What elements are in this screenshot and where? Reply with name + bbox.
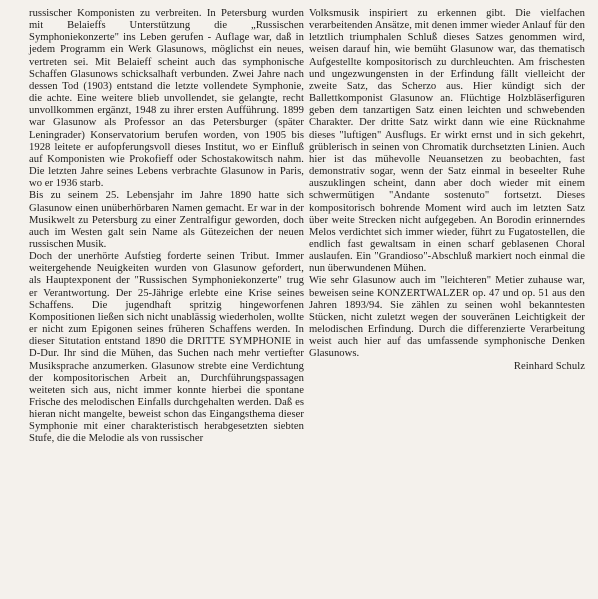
- paragraph-concert-waltzes: Wie sehr Glasunow auch im "leichteren" Metier zuhause war, beweisen seine KONZERTWALZER op. 47 und op. 51 aus den Jahren 1893/94. Sie zählen zu seinen wohl bekanntesten Stücken, nicht zuletzt wegen der souveränen Leichtigkeit der melodischen Erfindung. Durch die differenzierte Verarbeitung weist auch hier auf das umfassende symphonische Denken Glasunows.: [309, 275, 585, 360]
- paragraph-early-fame: Bis zu seinem 25. Lebensjahr im Jahre 1890 hatte sich Glasunow einen unüberhörbaren Namen gemacht. Er war in der Musikwelt zu Petersburg zu einer Zentralfigur geworden, doch auch im Westen galt sein Name als Gütezeichen der neuen russischen Musik.: [29, 190, 304, 250]
- paragraph-belaieff: russischer Komponisten zu verbreiten. In Petersburg wurden mit Belaieffs Unterstützung die „Russischen Symphoniekonzerte" ins Leben gerufen - Auflage war, daß in jedem Programm ein Werk Glasunows, möglichst ein neues, vertreten sei. Mit Belaieff scheint auch das symphonische Schaffen Glasunows schicksalhaft verbunden. Zwei Jahre nach dessen Tod (1903) entstand die letzte vollendete Symphonie, die achte. Eine weitere blieb unvollendet, sie gelangte, recht unvollkommen ergänzt, 1948 zu ihrer ersten Aufführung. 1899 war Glasunow als Professor an das Petersburger (später Leningrader) Konservatorium berufen worden, von 1905 bis 1928 leitete er aufopferungsvoll dieses Institut, wo er Einfluß auf Komponisten wie Prokofieff oder Schostakowitsch nahm. Die letzten Jahre seines Lebens verbrachte Glasunow in Paris, wo er 1936 starb.: [29, 8, 304, 190]
- author-signature: Reinhard Schulz: [513, 360, 585, 372]
- left-text-column: [29, 8, 304, 446]
- paragraph-movements: Volksmusik inspiriert zu erkennen gibt. Die vielfachen verarbeitenden Ansätze, mit denen immer wieder Anlauf für den letztlich triumphalen Schluß dieses Satzes genommen wird, weisen darauf hin, wie bemüht Glasunow war, das thematisch Aufgestellte kompositorisch zu durchleuchten. Am frischesten und ungezwungensten in der Erfindung fällt vielleicht der zweite Satz, das Scherzo aus. Hier kündigt sich der Ballettkomponist Glasunow an. Flüchtige Holzbläserfiguren geben dem tanzartigen Satz einen leichten und schwebenden Charakter. Der dritte Satz wirkt dann wie eine Rücknahme dieses "luftigen" Ausflugs. Er wirkt ernst und in sich gekehrt, grüblerisch in seinen von Chromatik durchsetzten Linien. Auch hier ist das mühevolle Neuansetzen zu beobachten, fast demonstrativ sogar, wenn der Satz einmal in beseelter Ruhe auszuklingen scheint, dann aber doch wieder mit einem schwermütigen "Andante sostenuto" fortsetzt. Dieses kompositorisch bohrende Moment wird auch im letzten Satz über weite Strecken nicht aufgegeben. An Borodin erinnerndes Melos verdichtet sich immer wieder, führt zu Fugatostellen, die endlich fast gewaltsam in einen scharf geblasenen Choral auslaufen. Ein "Grandioso"-Abschluß markiert noch einmal die nun überwundenen Mühen.: [309, 8, 585, 275]
- paragraph-third-symphony: Doch der unerhörte Aufstieg forderte seinen Tribut. Immer weitergehende Neuigkeiten wurden von Glasunow gefordert, als Hauptexponent der "Russischen Symphoniekonzerte" trug er Verantwortung. Der 25-Jährige erlebte eine Krise seines Schaffens. Die jugendhaft spritzig hingeworfenen Kompositionen ließen sich nicht unablässig wiederholen, wollte er nicht zum Epigonen seines früheren Schaffens werden. In dieser Situtation entstand 1890 die DRITTE SYMPHONIE in D-Dur. Ihr sind die Mühen, das Suchen nach mehr vertiefter Musiksprache anzumerken. Glasunow strebte eine Verdichtung der kompositorischen Arbeit an, Durchführungspassagen weiteten sich aus, nicht immer konnte hierbei die spontane Frische des melodischen Einfalls durchgehalten werden. Daß es hieran nicht mangelte, beweist schon das Eingangsthema dieser Symphonie mit einer charakteristisch herabgesetzten siebten Stufe, die die Melodie als von russischer: [29, 251, 304, 445]
- right-text-column: [309, 8, 585, 373]
